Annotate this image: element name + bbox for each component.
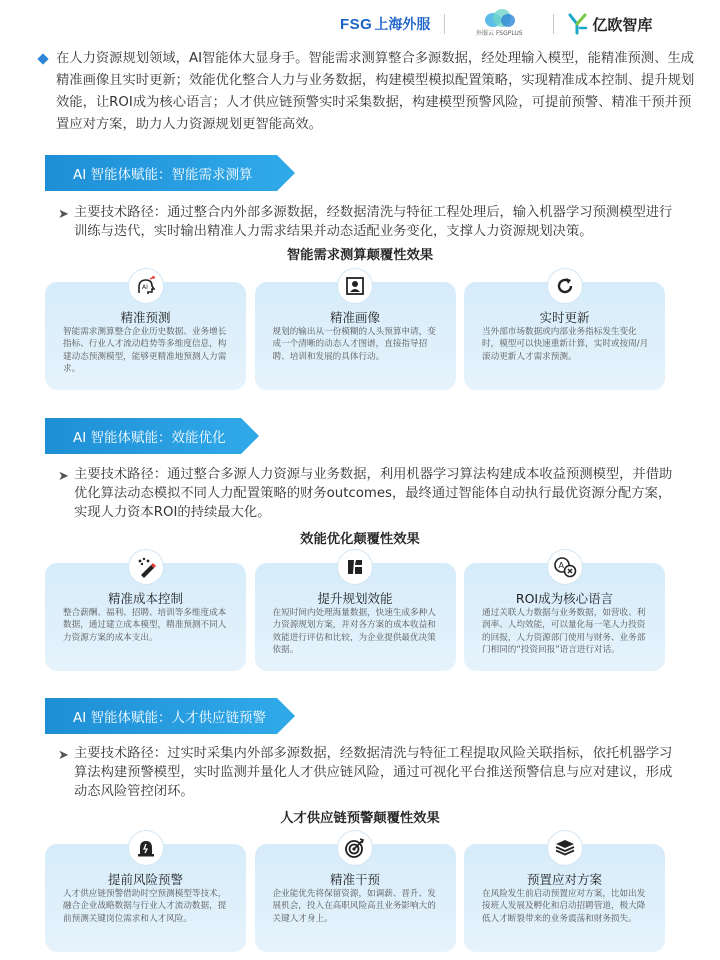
- refresh-icon: [547, 268, 583, 304]
- fsgplus-logo: [459, 9, 539, 39]
- portrait-icon: [337, 268, 373, 304]
- card-title: 精准画像: [329, 310, 380, 325]
- effect-card: [255, 282, 456, 390]
- section-banner-label: AI 智能体赋能：人才供应链预警: [45, 698, 277, 734]
- svg-text:A: A: [558, 561, 564, 570]
- effect-card: [45, 844, 246, 952]
- card-description: 整合薪酬、福利、招聘、培训等多维度成本数据，通过建立成本模型，精准预测不同人力资源方案的成本支出。: [63, 608, 227, 643]
- banner-arrow-tip: [277, 698, 295, 734]
- pen-dots-icon: [128, 549, 164, 585]
- target-icon: [337, 830, 373, 866]
- layers-icon: [547, 830, 583, 866]
- yiou-logo: [568, 13, 652, 35]
- intro-text: 在人力资源规划领域，AI智能体大显身手。智能需求测算整合多源数据，经处理输入模型，能精准预测、生成精准画像且实时更新；效能优化整合人力与业务数据，构建模型模拟配置策略，实现精准成本控制、提升规划效能，让ROI成为核心语言；人才供应链预警实时采集数据，构建模型预警风险，可提前预警、精准干预并预置应对方案，助力人力资源规划更智能高效。: [56, 51, 695, 132]
- technical-path: [58, 465, 684, 522]
- logo-divider: [553, 14, 554, 34]
- effect-card: [45, 563, 246, 671]
- effect-card: [464, 282, 665, 390]
- card-description: 人才供应链预警借助时空预测模型等技术，融合企业战略数据与行业人才流动数据，提前预测关键岗位需求和人才风险。: [63, 889, 227, 924]
- diamond-bullet-icon: [37, 53, 48, 64]
- section-banner: [45, 698, 295, 734]
- ai-head-icon: [128, 268, 164, 304]
- cloud-logo-icon: [481, 9, 517, 27]
- card-description: 在短时间内处理海量数据，快速生成多种人力资源规划方案，并对各方案的成本收益和效能进行评估和比较，为企业提供最优决策依据。: [272, 608, 436, 655]
- effects-heading: 效能优化颠覆性效果: [300, 532, 420, 547]
- effect-card: [255, 844, 456, 952]
- fsgplus-logo-text: 外服云 FSGPLUS: [476, 30, 523, 37]
- fsg-logo-chinese: 上海外服: [374, 17, 431, 33]
- effects-card-row: [45, 563, 665, 671]
- arrow-bullet-icon: ➤: [58, 748, 69, 763]
- header: [340, 8, 700, 40]
- section-banner-label: AI 智能体赋能：智能需求测算: [45, 155, 277, 191]
- effect-card: [464, 563, 665, 671]
- card-title: 精准成本控制: [107, 591, 183, 606]
- card-title: 提前风险预警: [107, 872, 183, 887]
- effect-card: [45, 282, 246, 390]
- effects-heading: 智能需求测算颠覆性效果: [286, 248, 434, 263]
- technical-path-text: 主要技术路径：通过整合内外部多源数据，经数据清洗与特征工程处理后，输入机器学习预测模型进行训练与迭代，实时输出精准人力需求结果并动态适配业务变化，支撑人力资源规划决策。: [74, 205, 673, 239]
- section-banner: [45, 155, 295, 191]
- technical-path-text: 主要技术路径：通过整合多源人力资源与业务数据，利用机器学习算法构建成本收益预测模型，并借助优化算法动态模拟不同人力配置策略的财务outcomes，最终通过智能体自动执行最优资源分配方案，实现人力资本ROI的持续最大化。: [74, 467, 673, 520]
- arrow-bullet-icon: ➤: [58, 469, 69, 484]
- banner-arrow-tip: [241, 418, 259, 454]
- effects-card-row: [45, 844, 665, 952]
- arrow-bullet-icon: ➤: [58, 207, 69, 222]
- card-title: 精准预测: [120, 310, 171, 325]
- technical-path: [58, 203, 684, 241]
- card-description: 规划的输出从一份模糊的人头预算申请，变成一个清晰的动态人才图谱，直接指导招聘、培训和发展的具体行动。: [272, 327, 436, 362]
- technical-path: [58, 744, 684, 801]
- fsg-logo: [340, 14, 430, 34]
- section-banner-label: AI 智能体赋能：效能优化: [45, 418, 241, 454]
- card-title: 实时更新: [539, 310, 590, 325]
- chat-bubbles-icon: [547, 549, 583, 585]
- card-description: 在风险发生前启动预置应对方案，比如出发接班人发展及孵化和启动招聘管道，极大降低人才断裂带来的业务震荡和财务损失。: [482, 889, 646, 924]
- card-description: 当外部市场数据或内部业务指标发生变化时，模型可以快速重新计算，实时或按周/月滚动更新人才需求预测。: [482, 327, 649, 362]
- fsg-logo-latin: FSG: [340, 15, 373, 33]
- section-banner: [45, 418, 259, 454]
- card-description: 企业能优先将保留资源，如调薪、晋升、发展机会，投入在高职风险高且业务影响大的关键人才身上。: [272, 889, 436, 924]
- banner-arrow-tip: [277, 155, 295, 191]
- card-title: 精准干预: [329, 872, 380, 887]
- effects-heading: 人才供应链预警颠覆性效果: [280, 811, 440, 826]
- card-title: 预置应对方案: [526, 872, 602, 887]
- card-title: 提升规划效能: [317, 591, 393, 606]
- card-description: 通过关联人力数据与业务数据，如营收、利润率、人均效能，可以量化每一笔人力投资的回报，人力资源部门使用与财务、业务部门相同的“投资回报”语言进行对话。: [482, 608, 646, 655]
- logo-divider: [444, 14, 445, 34]
- effect-card: [464, 844, 665, 952]
- intro-paragraph: [56, 48, 696, 136]
- yiou-mark-icon: [568, 13, 588, 35]
- card-description: 智能需求测算整合企业历史数据、业务增长指标、行业人才流动趋势等多维度信息，构建动态预测模型，能够更精准地预测人力需求。: [63, 327, 227, 374]
- svg-text:AI: AI: [141, 284, 148, 291]
- technical-path-text: 主要技术路径：过实时采集内外部多源数据，经数据清洗与特征工程提取风险关联指标，依托机器学习算法构建预警模型，实时监测并量化人才供应链风险，通过可视化平台推送预警信息与应对建议，形成动态风险管控闭环。: [74, 746, 673, 799]
- alarm-bell-icon: [128, 830, 164, 866]
- effect-card: [255, 563, 456, 671]
- card-title: ROI成为核心语言: [515, 591, 614, 606]
- yiou-logo-text: 亿欧智库: [592, 15, 653, 34]
- fold-chart-icon: [337, 549, 373, 585]
- effects-card-row: [45, 282, 665, 390]
